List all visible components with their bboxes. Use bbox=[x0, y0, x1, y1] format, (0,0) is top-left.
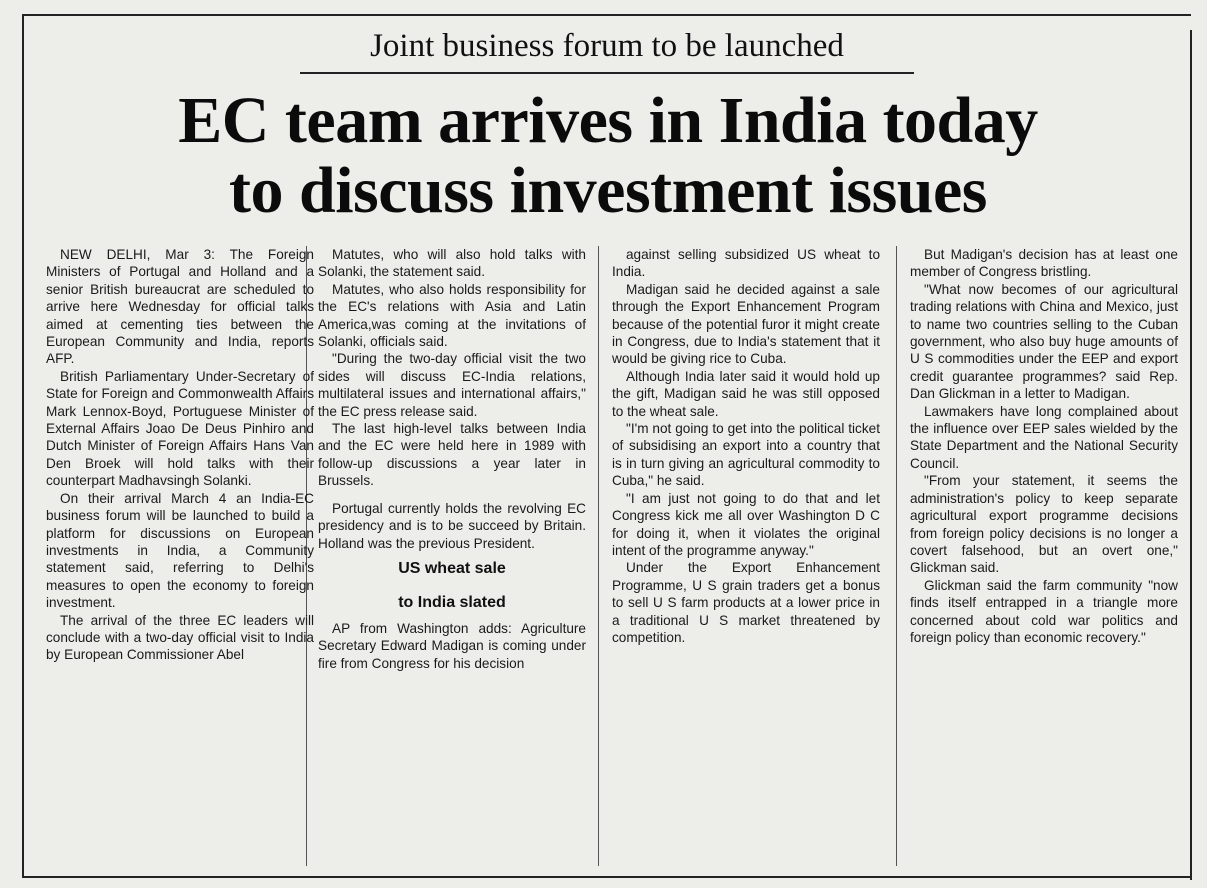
kicker-headline: Joint business forum to be launched bbox=[370, 28, 844, 64]
paragraph: "During the two-day official visit the two sides will discuss EC-India relations, multilateral issues and international affairs," the EC press release said. bbox=[318, 351, 586, 419]
paragraph: The arrival of the three EC leaders will conclude with a two-day official visit to India by European Commissioner Abel bbox=[46, 612, 314, 663]
paragraph: On their arrival March 4 an India-EC business forum will be launched to build a platform for discussions on European investments in India, a Community statement said, referring to Delhi's measures to open the economy to foreign investment. bbox=[46, 490, 314, 611]
paragraph: British Parliamentary Under-Secretary of State for Foreign and Commonwealth Affairs Mark Lennox-Boyd, Portuguese Minister of External Affairs Joao De Deus Pinhiro and Dutch Minister of Foreign Affairs Hans Van Den Broek will hold talks with their counterpart Madhavsingh Solanki. bbox=[46, 368, 314, 489]
column-divider bbox=[598, 246, 599, 866]
top-margin bbox=[0, 0, 1207, 14]
paragraph: NEW DELHI, Mar 3: The Foreign Ministers of Portugal and Holland and a senior British bureaucrat are scheduled to arrive here Wednesday for official talks aimed at cementing ties between the European Community and India, reports AFP. bbox=[46, 247, 314, 367]
article-column-2 bbox=[318, 246, 586, 672]
paragraph: Matutes, who also holds responsibility for the EC's relations with Asia and Latin America,was coming at the invitations of Solanki, officials said. bbox=[318, 281, 586, 350]
paragraph: Although India later said it would hold up the gift, Madigan said he was still opposed to the wheat sale. bbox=[612, 368, 880, 419]
article-column-1 bbox=[46, 246, 314, 664]
frame-bottom-rule bbox=[22, 876, 1191, 878]
paragraph-gap bbox=[318, 490, 586, 500]
paragraph: "I am just not going to do that and let Congress kick me all over Washington D C for doing it, when it violates the original intent of the programme anyway." bbox=[612, 490, 880, 558]
paragraph: AP from Washington adds: Agriculture Secretary Edward Madigan is coming under fire from Congress for his decision bbox=[318, 620, 586, 671]
paragraph: "From your statement, it seems the administration's policy to keep separate agricultural export programme decisions from foreign policy decisions is no longer a covert falsehood, but an overt one," Glickman said. bbox=[910, 473, 1178, 576]
column-divider bbox=[896, 246, 897, 866]
headline-line-2: to discuss investment issues bbox=[229, 154, 987, 227]
article-column-3 bbox=[612, 246, 880, 646]
paragraph: Lawmakers have long complained about the influence over EEP sales wielded by the State Department and the National Security Council. bbox=[910, 403, 1178, 471]
paragraph: Glickman said the farm community "now finds itself entrapped in a triangle more concerned about cold war politics and foreign policy than economic recovery." bbox=[910, 577, 1178, 645]
paragraph: The last high-level talks between India and the EC were held here in 1989 with follow-up discussions a year later in Brussels. bbox=[318, 421, 586, 489]
paragraph: Matutes, who will also hold talks with Solanki, the statement said. bbox=[318, 247, 586, 280]
paragraph: against selling subsidized US wheat to India. bbox=[612, 247, 880, 280]
paragraph: Portugal currently holds the revolving EC presidency and is to be succeed by Britain. Holland was the previous President. bbox=[318, 500, 586, 551]
paragraph: "I'm not going to get into the political ticket of subsidising an export into a country that is in turn giving an agricultural commodity to Cuba," he said. bbox=[612, 421, 880, 489]
paragraph: Under the Export Enhancement Programme, U S grain traders get a bonus to sell U S farm products at a lower price in a traditional U S market threatened by competition. bbox=[612, 560, 880, 645]
subheading-line-2: to India slated bbox=[398, 593, 506, 611]
frame-top-rule bbox=[22, 14, 1191, 16]
headline-line-1: EC team arrives in India today bbox=[178, 84, 1038, 157]
paragraph: Madigan said he decided against a sale through the Export Enhancement Program because of the potential furor it might create in Congress, due to India's statement that it would be giving rice to Cuba. bbox=[612, 281, 880, 367]
main-headline bbox=[30, 86, 1186, 226]
subheading-line-1: US wheat sale bbox=[398, 559, 506, 577]
paragraph: "What now becomes of our agricultural trading relations with China and Mexico, just to name two countries selling to the Cuban government, who also buy huge amounts of U S commodities under the EEP and export credit guarantee programmes? said Rep. Dan Glickman in a letter to Madigan. bbox=[910, 281, 1178, 402]
frame-left-rule bbox=[22, 14, 24, 876]
kicker-underline bbox=[300, 72, 914, 74]
frame-right-rule bbox=[1190, 30, 1192, 880]
article-column-4 bbox=[910, 246, 1178, 646]
paragraph: But Madigan's decision has at least one member of Congress bristling. bbox=[910, 247, 1178, 280]
